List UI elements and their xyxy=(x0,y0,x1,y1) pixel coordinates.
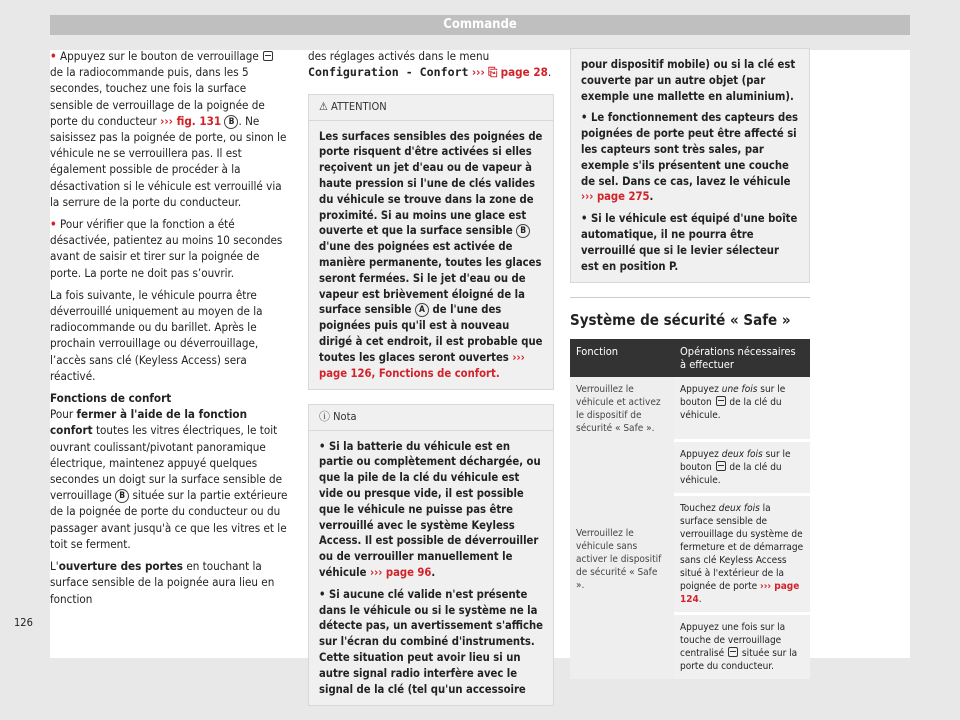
lock-icon xyxy=(728,647,738,657)
paragraph: L'ouverture des portes en touchant la surface sensible de la poignée aura lieu en fonction xyxy=(50,559,275,606)
bullet-paragraph: • Pour vérifier que la fonction a été désactivée, patientez au moins 10 secondes avant de saisir et tirer sur la poignée de porte. La porte ne doit pas s’ouvrir. xyxy=(50,217,283,280)
page-number: 126 xyxy=(14,616,33,629)
warning-icon: ⚠ xyxy=(319,100,328,114)
subheading: Fonctions de confort xyxy=(50,391,172,406)
note-box: ⓘ Nota • Si la batterie du véhicule est en partie ou complètement déchargée, ou que la pile de la clé du véhicule est vide ou presque vide, il est possible que le véhicule ne puisse pas être verrouillé avec le système Keyless Access. Il est possible de déverrouiller ou de verrouiller manuellement le véhicule ››› page 96. • Si aucune clé valide n'est présente dans le véhicule ou si le système ne la détecte pas, un avertissement s'affiche sur l'écran du combiné d'instruments. Cette situation peut avoir lieu si un autre signal radio interfère avec le signal de la clé (tel qu'un accessoire xyxy=(308,404,554,706)
callout-b: B xyxy=(224,115,238,129)
column-left xyxy=(50,48,290,613)
lock-icon xyxy=(263,51,273,61)
safe-table xyxy=(570,339,810,680)
page-link[interactable]: ››› page 124 xyxy=(680,581,800,606)
book-icon: ⎘ xyxy=(488,65,498,80)
attention-box: ⚠ ATTENTION Les surfaces sensibles des poignées de porte risquent d'être activées si elles reçoivent un jet d'eau ou de vapeur à haute pression si l'une de clés valides du véhicule se trouve dans la zone de proximité. Si au moins une glace est ouverte et que la surface sensible B d'une des poignées est activée de manière permanente, toutes les glaces seront fermées. Si le jet d'eau ou de vapeur est brièvement éloigné de la surface sensible A de l'une des poignées puis qu'il est à nouveau dirigé à cet endroit, il est probable que toutes les glaces seront ouvertes ››› page 126, Fonctions de confort. xyxy=(308,94,554,390)
page-link[interactable]: ››› page 96 xyxy=(369,565,432,579)
callout-b: B xyxy=(516,224,530,238)
page-link[interactable]: ››› page 275 xyxy=(581,190,650,204)
figure-link[interactable]: ››› fig. 131 xyxy=(160,113,222,128)
paragraph: Pour fermer à l'aide de la fonction confort toutes les vitres électriques, le toit ouvrant coulissant/pivotant panoramique électrique, maintenez appuyé quelques secondes un doigt sur la surface sensible de verrouillage B située sur la partie extérieure de la poignée de porte du conducteur ou du passager avant jusqu'à ce que les vitres et le toit se ferment. xyxy=(50,407,288,551)
callout-a: A xyxy=(415,303,429,317)
callout-b: B xyxy=(115,489,129,503)
note-title: Nota xyxy=(333,410,357,424)
menu-path: Configuration - Confort xyxy=(308,65,469,80)
lock-icon xyxy=(716,461,726,471)
page-header: Commande xyxy=(50,15,910,35)
paragraph: La fois suivante, le véhicule pourra être déverrouillé uniquement au moyen de la radiocommande ou du barillet. Après le prochain verrouillage ou déverrouillage, l’accès sans clé (Keyless Access) sera réactivé. xyxy=(50,287,263,383)
column-right xyxy=(570,48,810,679)
lock-icon xyxy=(716,396,726,406)
note-box-continued: pour dispositif mobile) ou si la clé est couverte par un autre objet (par exemple une mallette en aluminium). • Le fonctionnement des capteurs des poignées de porte peut être affecté si les capteurs sont très sales, par exemple s'ils présentent une couche de sel. Dans ce cas, lavez le véhicule ››› page 275. • Si le véhicule est équipé d'une boîte automatique, il ne pourra être verrouillé que si le levier sélecteur est en position P. xyxy=(570,48,810,283)
table-header: Fonction Opérations nécessaires à effectuer xyxy=(570,339,810,377)
table-row: Appuyez une fois sur la touche de verrouillage centralisé située sur la porte du conducteur. xyxy=(570,614,810,680)
bullet-paragraph: • Appuyez sur le bouton de verrouillage de la radiocommande puis, dans les 5 secondes, touchez une fois la surface sensible de verrouillage de la poignée de porte du conducteur ››› fig. 131 B . Ne saisissez pas la poignée de porte, ou sinon le véhicule ne se verrouillera pas. Il est également possible de procéder à la désactivation si le véhicule est verrouillé via la serrure de la porte du conducteur. xyxy=(50,49,287,209)
table-row: Verrouillez le véhicule et activez le dispositif de sécurité « Safe ». Appuyez une fois sur le bouton de la clé du véhicule. xyxy=(570,377,810,441)
info-icon: ⓘ xyxy=(319,410,330,424)
page-link[interactable]: page 28 xyxy=(500,65,548,80)
attention-title: ATTENTION xyxy=(331,100,387,114)
table-row: Touchez deux fois la surface sensible de verrouillage du système de fermeture et de démarrage sans clé Keyless Access situé à l'extérieur de la poignée de porte ››› page 124. xyxy=(570,495,810,614)
section-title: Système de sécurité « Safe » xyxy=(570,297,810,328)
page-link[interactable]: ››› page 126, Fonctions de confort. xyxy=(319,350,525,380)
paragraph: des réglages activés dans le menu Configuration - Confort ››› ⎘ page 28. xyxy=(308,49,552,80)
table-row: Verrouillez le véhicule sans activer le dispositif de sécurité « Safe ». Appuyez deux fois sur le bouton de la clé du véhicule. xyxy=(570,441,810,495)
column-middle xyxy=(308,48,554,720)
